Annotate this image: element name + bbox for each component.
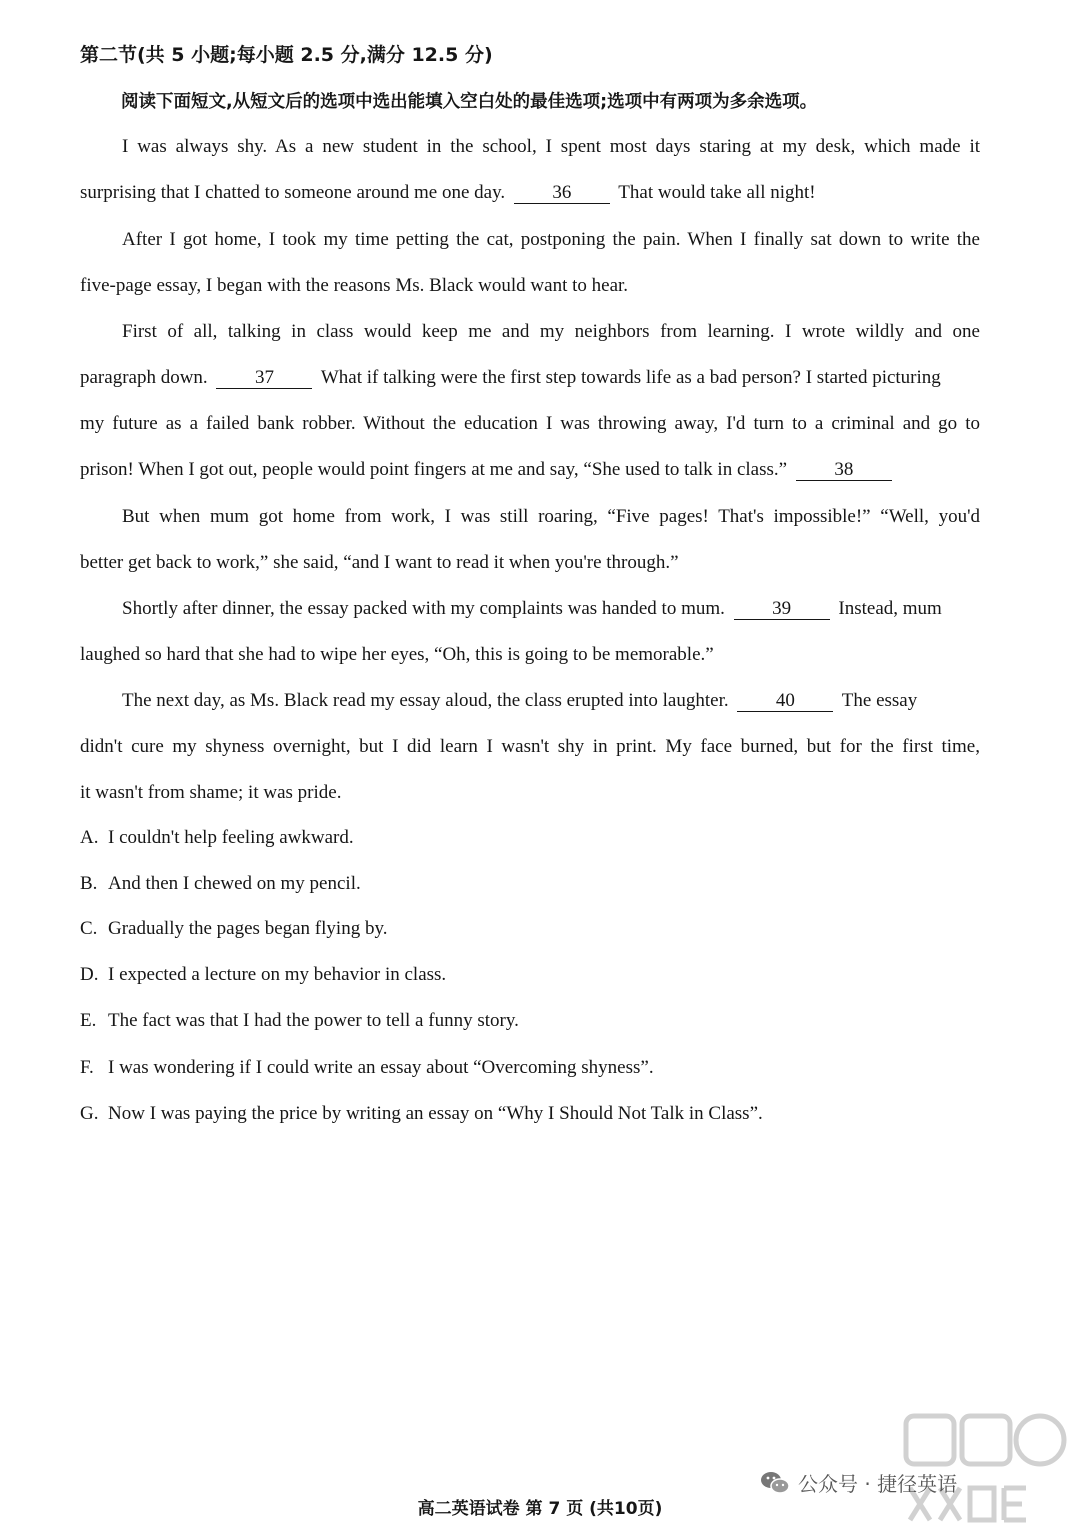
passage-line: But when mum got home from work, I was still roaring, “Five pages! That's impossible!” “Well, you'd: [122, 506, 980, 527]
passage-line: I was always shy. As a new student in the school, I spent most days staring at my desk, which made it: [122, 136, 980, 157]
passage-line: five-page essay, I began with the reasons Ms. Black would want to hear.: [80, 275, 629, 296]
option-letter: D.: [80, 964, 99, 985]
option-letter: G.: [80, 1103, 99, 1124]
option-g: [80, 1103, 763, 1125]
passage-line: [80, 181, 980, 205]
option-b: [80, 873, 361, 895]
blank-39: 39: [734, 599, 830, 620]
wechat-label: 公众号 · 捷径英语: [798, 1472, 958, 1496]
option-text: And then I chewed on my pencil.: [108, 873, 361, 894]
passage-line: [80, 458, 980, 482]
option-text: The fact was that I had the power to tell a funny story.: [108, 1010, 519, 1031]
wechat-watermark: [760, 1468, 957, 1497]
option-a: [80, 827, 354, 849]
passage-text: surprising that I chatted to someone around me one day.: [80, 182, 506, 203]
wechat-icon: [760, 1470, 790, 1496]
passage-line: [80, 689, 980, 713]
passage-text: What if talking were the first step towards life as a bad person? I started picturing: [320, 367, 941, 388]
passage-text: The essay: [841, 690, 918, 711]
section-title: 第二节(共 5 小题;每小题 2.5 分,满分 12.5 分): [80, 44, 493, 66]
passage-text: Instead, mum: [838, 598, 942, 619]
passage-line: [80, 597, 980, 621]
option-f: [80, 1057, 654, 1079]
option-letter: E.: [80, 1010, 97, 1031]
blank-37: 37: [216, 368, 312, 389]
passage-text: That would take all night!: [618, 182, 816, 203]
option-c: [80, 918, 387, 940]
option-text: I was wondering if I could write an essay about “Overcoming shyness”.: [108, 1057, 654, 1078]
passage-line: my future as a failed bank robber. Without the education I was throwing away, I'd turn to a criminal and go to: [80, 413, 980, 434]
passage-line: After I got home, I took my time petting the cat, postponing the pain. When I finally sat down to write the: [122, 229, 980, 250]
passage-text: The next day, as Ms. Black read my essay aloud, the class erupted into laughter.: [122, 690, 729, 711]
passage-line: laughed so hard that she had to wipe her eyes, “Oh, this is going to be memorable.”: [80, 644, 714, 665]
option-text: I expected a lecture on my behavior in class.: [108, 964, 447, 985]
option-letter: F.: [80, 1057, 94, 1078]
option-letter: A.: [80, 827, 99, 848]
instruction: 阅读下面短文,从短文后的选项中选出能填入空白处的最佳选项;选项中有两项为多余选项。: [121, 92, 818, 112]
option-text: Gradually the pages began flying by.: [108, 918, 388, 939]
passage-line: [80, 366, 980, 390]
option-letter: C.: [80, 918, 98, 939]
passage-text: Shortly after dinner, the essay packed with my complaints was handed to mum.: [122, 598, 725, 619]
option-text: Now I was paying the price by writing an essay on “Why I Should Not Talk in Class”.: [108, 1103, 763, 1124]
page-footer: 高二英语试卷 第 7 页 (共10页): [417, 1499, 663, 1519]
blank-36: 36: [514, 183, 610, 204]
passage-line: First of all, talking in class would keep me and my neighbors from learning. I wrote wildly and one: [122, 321, 980, 342]
passage-text: paragraph down.: [80, 367, 208, 388]
passage-line: it wasn't from shame; it was pride.: [80, 782, 342, 803]
passage-text: prison! When I got out, people would point fingers at me and say, “She used to talk in class.”: [80, 459, 788, 480]
option-e: [80, 1010, 519, 1032]
option-d: [80, 964, 446, 986]
blank-40: 40: [737, 691, 833, 712]
blank-38: 38: [796, 460, 892, 481]
passage-line: didn't cure my shyness overnight, but I did learn I wasn't shy in print. My face burned, but for the first time,: [80, 736, 980, 757]
passage-line: better get back to work,” she said, “and I want to read it when you're through.”: [80, 552, 679, 573]
option-letter: B.: [80, 873, 98, 894]
option-text: I couldn't help feeling awkward.: [108, 827, 354, 848]
